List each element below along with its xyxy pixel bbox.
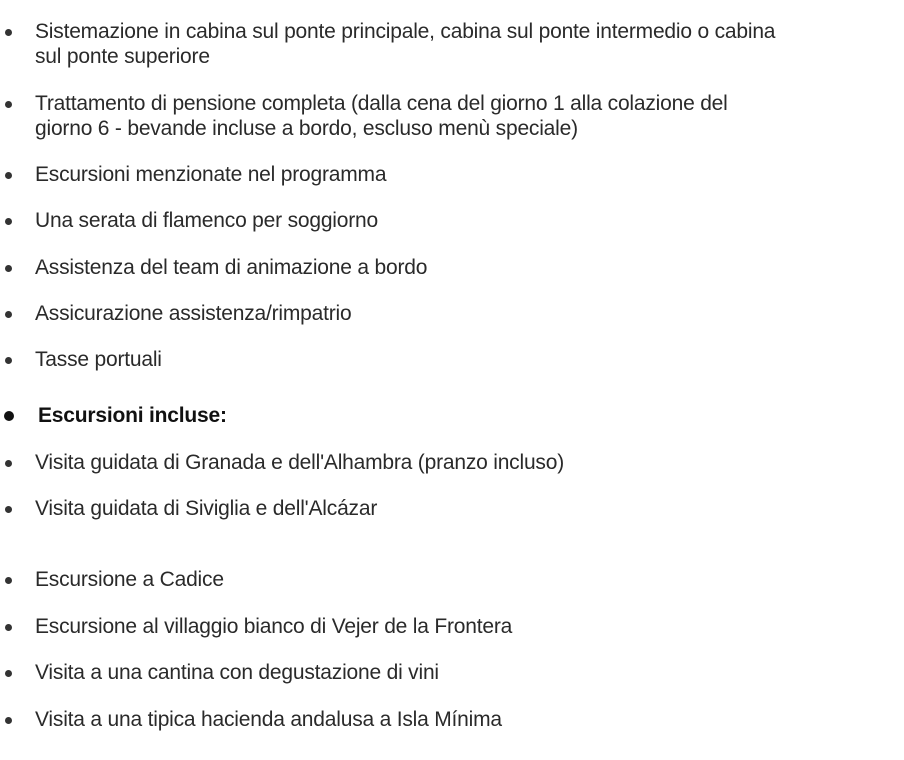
bullet-icon xyxy=(5,624,12,631)
bullet-icon xyxy=(4,411,14,421)
bullet-icon xyxy=(5,101,12,108)
bullet-icon xyxy=(5,460,12,467)
list-item-text: Escursione al villaggio bianco di Vejer de la Frontera xyxy=(35,615,513,638)
bullet-icon xyxy=(5,311,12,318)
bullet-icon xyxy=(5,172,12,179)
bullet-icon xyxy=(5,670,12,677)
bullet-icon xyxy=(5,357,12,364)
list-item-text: Una serata di flamenco per soggiorno xyxy=(35,209,379,232)
list-item-text: Visita guidata di Granada e dell'Alhambra (pranzo incluso) xyxy=(35,451,564,474)
list-item-text: Escursione a Cadice xyxy=(35,568,224,591)
list-item-text: Visita guidata di Siviglia e dell'Alcázar xyxy=(35,497,378,520)
list-item-text: Visita a una tipica hacienda andalusa a Isla Mínima xyxy=(35,708,502,731)
bullet-icon xyxy=(5,577,12,584)
list-item-text: Tasse portuali xyxy=(35,348,162,371)
bullet-icon xyxy=(5,218,12,225)
list-item-text: Assistenza del team di animazione a bordo xyxy=(35,256,428,279)
list-heading-text: Escursioni incluse: xyxy=(38,404,227,427)
list-item-text: Escursioni menzionate nel programma xyxy=(35,163,387,186)
list-item-text: Trattamento di pensione completa (dalla cena del giorno 1 alla colazione del giorno 6 - bevande incluse a bordo, escluso menù speciale) xyxy=(35,92,728,140)
bullet-icon xyxy=(5,506,12,513)
bullet-icon xyxy=(5,717,12,724)
list-item-text: Assicurazione assistenza/rimpatrio xyxy=(35,302,352,325)
bullet-icon xyxy=(5,265,12,272)
list-item-text: Sistemazione in cabina sul ponte principale, cabina sul ponte intermedio o cabina sul ponte superiore xyxy=(35,20,776,68)
bullet-icon xyxy=(5,29,12,36)
list-item-text: Visita a una cantina con degustazione di vini xyxy=(35,661,439,684)
